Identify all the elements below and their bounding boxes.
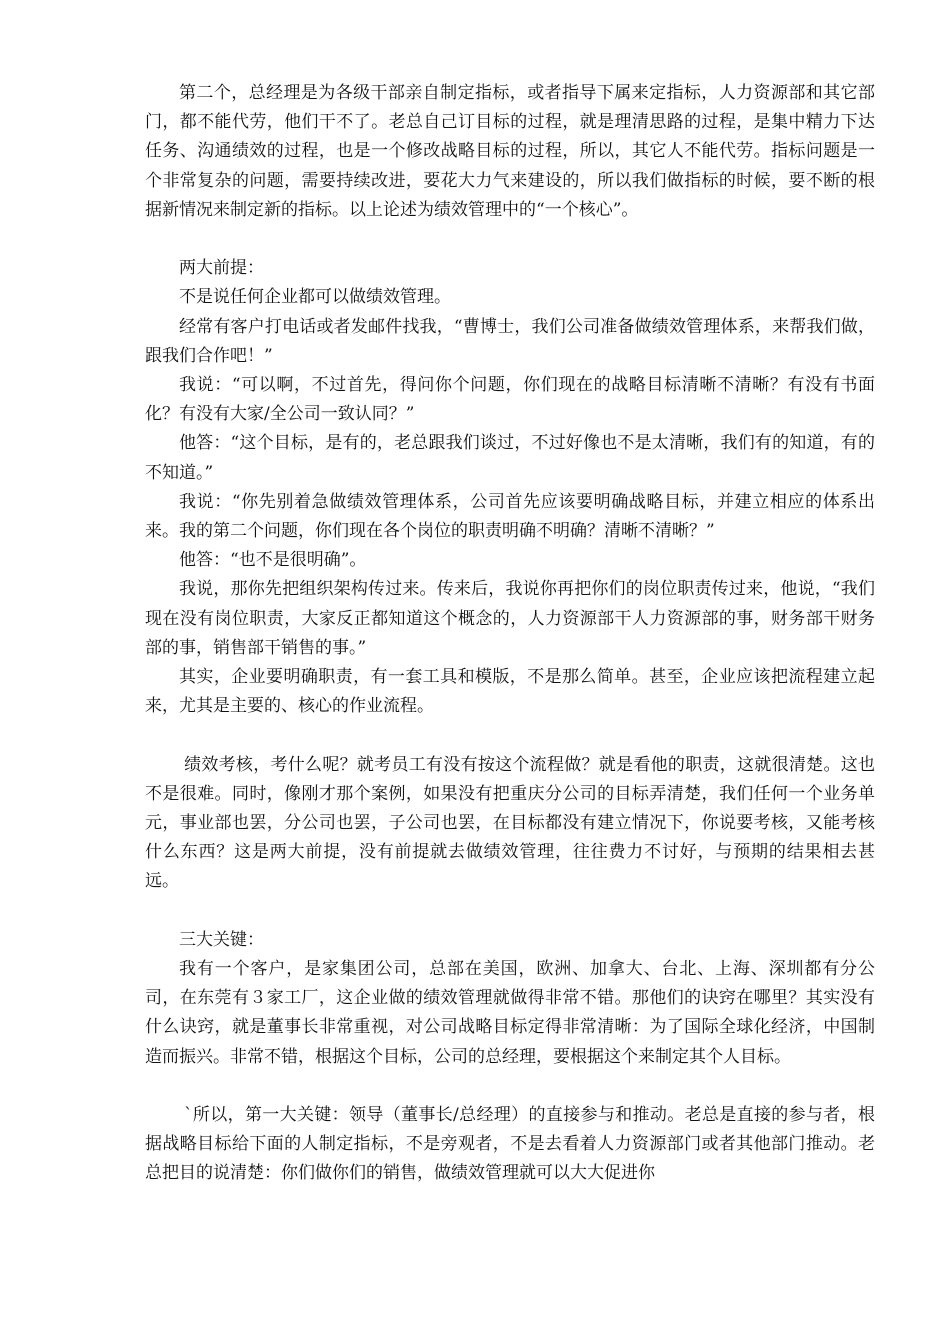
paragraph-responsibilities: 其实，企业要明确职责，有一套工具和模版，不是那么简单。甚至，企业应该把流程建立起来，尤其是主要的、核心的作业流程。 [145, 667, 875, 717]
paragraph-group-client: 我有一个客户，是家集团公司，总部在美国，欧洲、加拿大、台北、上海、深圳都有分公司，在东莞有３家工厂，这企业做的绩效管理就做得非常不错。那他们的诀窍在哪里？其实没有什么诀窍，就是董事长非常重视，对公司战略目标定得非常清晰：为了国际全球化经济，中国制造而振兴。非常不错，根据这个目标，公司的总经理，要根据这个来制定其个人目标。 [145, 959, 875, 1067]
paragraph-org-structure: 我说，那你先把组织架构传过来。传来后，我说你再把你们的岗位职责传过来，他说，“我们现在没有岗位职责，大家反正都知道这个概念的，人力资源部干人力资源部的事，财务部干财务部的事，销售部干销售的事。” [145, 579, 875, 658]
paragraph-spacer [145, 225, 875, 254]
paragraph-spacer [145, 1072, 875, 1101]
document-body [145, 79, 875, 1189]
section-heading-three-keys: 三大关键： [179, 929, 264, 950]
paragraph-spacer [145, 721, 875, 750]
paragraph-first-key: `所以，第一大关键：领导（董事长/总经理）的直接参与和推动。老总是直接的参与者，根据战略目标给下面的人制定指标，不是旁观者，不是去看着人力资源部门或者其他部门推动。老总把目的说清楚：你们做你们的销售，做绩效管理就可以大大促进你 [145, 1105, 875, 1184]
paragraph-second-question: 我说：“你先别着急做绩效管理体系，公司首先应该要明确战略目标，并建立相应的体系出来。我的第二个问题，你们现在各个岗位的职责明确不明确？清晰不清晰？” [145, 491, 875, 542]
paragraph-first-answer: 他答：“这个目标，是有的，老总跟我们谈过，不过好像也不是太清晰，我们有的知道，有的不知道。” [145, 433, 875, 483]
paragraph-second-answer: 他答：“也不是很明确”。 [179, 550, 367, 571]
paragraph-core-summary: 第二个，总经理是为各级干部亲自制定指标，或者指导下属来定指标，人力资源部和其它部门，都不能代劳，他们干不了。老总自己订目标的过程，就是理清思路的过程，是集中精力下达任务、沟通绩效的过程，也是一个修改战略目标的过程，所以，其它人不能代劳。指标问题是一个非常复杂的问题，需要持续改进，要花大力气来建设的，所以我们做指标的时候，要不断的根据新情况来制定新的指标。以上论述为绩效管理中的“一个核心”。 [145, 83, 875, 220]
paragraph-spacer [145, 897, 875, 926]
paragraph-performance-review: 绩效考核，考什么呢？就考员工有没有按这个流程做？就是看他的职责，这就很清楚。这也不是很难。同时，像刚才那个案例，如果没有把重庆分公司的目标弄清楚，我们任何一个业务单元，事业部也罢，分公司也罢，子公司也罢，在目标都没有建立情况下，你说要考核，又能考核什么东西？这是两大前提，没有前提就去做绩效管理，往往费力不讨好，与预期的结果相去甚远。 [145, 754, 875, 892]
paragraph-first-question: 我说：“可以啊，不过首先，得问你个问题，你们现在的战略目标清晰不清晰？有没有书面化？有没有大家/全公司一致认同？” [145, 375, 875, 425]
paragraph-client-call: 经常有客户打电话或者发邮件找我，“曹博士，我们公司准备做绩效管理体系，来帮我们做，跟我们合作吧！” [145, 316, 875, 366]
section-heading-two-premises: 两大前提： [179, 258, 264, 279]
paragraph-not-every-company: 不是说任何企业都可以做绩效管理。 [179, 287, 451, 308]
